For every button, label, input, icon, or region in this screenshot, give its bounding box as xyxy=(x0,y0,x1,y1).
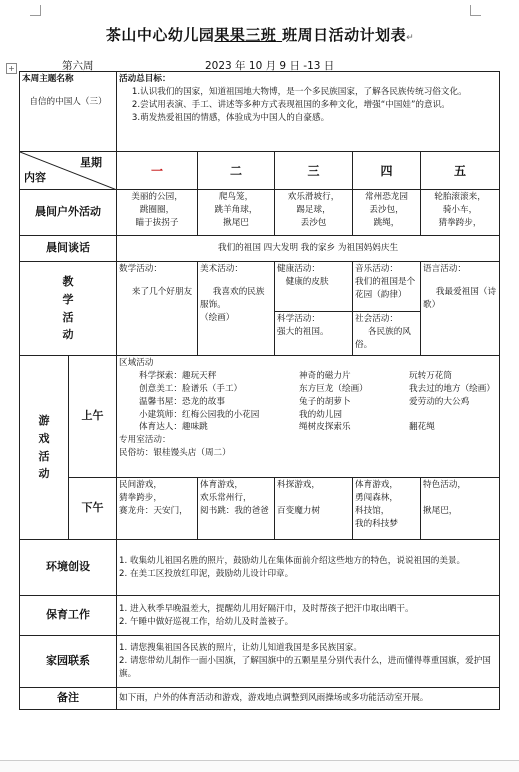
teaching-subject: 语言活动： xyxy=(423,264,466,274)
care-item: 1. 进入秋季早晚温差大，提醒幼儿用好隔汗巾，及时帮孩子把汗巾取出晒干。 xyxy=(119,603,414,614)
paragraph-mark: ↵ xyxy=(406,33,415,43)
outdoor-cell: 欢乐滑坡行， 踢足球， 丢沙包 xyxy=(275,190,353,236)
pm-cell: 特色活动， 揪尾巴， xyxy=(421,478,500,540)
outdoor-label: 晨间户外活动 xyxy=(20,190,117,236)
theme-name: 自信的中国人（三） xyxy=(29,96,107,107)
area-item: 兔子的胡萝卜 xyxy=(299,396,351,407)
goal-item: 3.萌发热爱祖国的情感，体验成为中国人的自豪感。 xyxy=(131,112,330,123)
teaching-content: 健康的皮肤 xyxy=(285,276,329,287)
environment-cell xyxy=(117,540,500,596)
area-item: 体育达人：趣味跳 xyxy=(139,422,208,433)
bottom-status-strip xyxy=(0,760,519,772)
goal-item: 1.认识我们的国家，知道祖国地大物博，是一个多民族国家，了解各民族传统习俗文化。 xyxy=(131,86,467,97)
area-item: 爱劳动的大公鸡 xyxy=(409,396,470,407)
area-item xyxy=(409,409,500,422)
home-item: 1. 请您搜集祖国各民族的照片，让幼儿知道我国是多民族国家。 xyxy=(119,643,362,654)
theme-label: 本周主题名称 xyxy=(22,74,74,84)
outdoor-row xyxy=(20,190,500,236)
day-friday: 五 xyxy=(421,152,500,190)
teaching-content: 我最爱祖国（诗歌） xyxy=(423,286,497,310)
page-title xyxy=(20,24,500,45)
environment-item: 2. 在美工区投放红印泥，鼓励幼儿设计印章。 xyxy=(119,568,294,579)
goals-cell xyxy=(117,72,500,152)
home-label: 家园联系 xyxy=(20,636,117,688)
title-plan: 班周日活动计划表 xyxy=(282,26,407,44)
area-item: 我的幼儿园 xyxy=(299,409,342,420)
outdoor-cell: 爬鸟笼， 跳羊角球， 揪尾巴 xyxy=(198,190,275,236)
area-item: 小建筑师：红梅公园我的小花园 xyxy=(139,409,260,420)
crop-mark-top-left xyxy=(30,5,41,16)
header-diagonal-cell xyxy=(20,152,117,190)
title-school: 茶山中心幼儿园 xyxy=(105,26,215,44)
remark-text: 如下雨，户外的体育活动和游戏，游戏地点调整到风雨操场或多功能活动室开展。 xyxy=(117,688,500,710)
home-cell xyxy=(117,636,500,688)
home-item: 2. 请您带幼儿制作一面小国旗，了解国旗中的五颗星星分别代表什么，进而懂得尊重国旗，爱护国旗。 xyxy=(119,656,491,679)
teaching-content: 强大的祖国。 xyxy=(277,326,329,337)
remark-label: 备注 xyxy=(20,688,117,710)
theme-row xyxy=(20,72,500,152)
teaching-cell xyxy=(421,262,500,356)
area-grid xyxy=(119,370,497,434)
day-wednesday: 三 xyxy=(275,152,353,190)
remark-row xyxy=(20,688,500,710)
care-item: 2. 午睡中做好巡视工作，给幼儿及时盖被子。 xyxy=(119,616,294,627)
game-label: 游戏活动 xyxy=(38,414,50,481)
game-am-label: 上午 xyxy=(69,356,117,478)
teaching-cell xyxy=(198,262,275,356)
teaching-content: 我们的祖国是个花园（韵律） xyxy=(355,276,416,300)
teaching-subject: 健康活动： xyxy=(277,264,320,274)
outdoor-cell: 常州恐龙园 丢沙包， 跳绳， xyxy=(353,190,421,236)
environment-label: 环境创设 xyxy=(20,540,117,596)
teaching-subject: 美术活动： xyxy=(200,264,243,274)
area-item: 温馨书屋：恐龙的故事 xyxy=(139,396,225,407)
care-cell xyxy=(117,596,500,636)
content-label: 内容 xyxy=(24,170,46,184)
area-title: 区域活动 xyxy=(119,358,154,368)
talk-label: 晨间谈话 xyxy=(20,236,117,262)
teaching-content: 来了几个好朋友 xyxy=(131,286,193,297)
pm-cell: 体育游戏， 欢乐常州行， 阅书跳：我的爸爸 xyxy=(198,478,275,540)
teaching-cell xyxy=(275,262,353,312)
special-room-activity: 民俗坊：银桂馒头店（周二） xyxy=(119,448,231,459)
week-number: 第六周 xyxy=(62,60,94,72)
game-pm-row xyxy=(20,478,500,540)
teaching-extra-cell xyxy=(353,312,421,356)
goals-label: 活动总目标： xyxy=(119,74,171,84)
talk-row xyxy=(20,236,500,262)
area-activity-cell xyxy=(117,356,500,478)
area-item: 翻花绳 xyxy=(409,422,435,433)
pm-cell: 民间游戏， 猜拳跨步， 赛龙舟：天安门， xyxy=(117,478,198,540)
area-item: 科学探索：趣玩天秤 xyxy=(139,370,217,381)
outdoor-cell: 轮胎滚滚来， 骑小车， 猜拳跨步， xyxy=(421,190,500,236)
pm-cell: 科探游戏， 百变魔力树 xyxy=(275,478,353,540)
teaching-subject: 科学活动： xyxy=(277,314,320,324)
teaching-cell xyxy=(353,262,421,312)
area-item: 创意美工：脸谱乐（手工） xyxy=(139,383,243,394)
care-row xyxy=(20,596,500,636)
game-pm-label: 下午 xyxy=(69,478,117,540)
day-tuesday: 二 xyxy=(198,152,275,190)
teaching-cell xyxy=(117,262,198,356)
date-range: 2023 年 10 月 9 日 -13 日 xyxy=(205,60,335,72)
header-row xyxy=(20,152,500,190)
teaching-content: 各民族的风俗。 xyxy=(355,326,411,350)
area-item: 绳树皮探索乐 xyxy=(299,422,351,433)
area-item: 东方巨龙（绘画） xyxy=(299,383,368,394)
area-item: 神奇的磁力片 xyxy=(299,370,351,381)
goal-item: 2.尝试用表演、手工、讲述等多种方式表现祖国的多种文化，增强“中国娃”的意识。 xyxy=(131,99,450,110)
teaching-label: 教学活动 xyxy=(62,275,74,342)
table-move-handle-icon[interactable]: + xyxy=(6,63,17,74)
teaching-subject: 音乐活动： xyxy=(355,264,398,274)
teaching-subject: 社会活动： xyxy=(355,314,398,324)
game-label-cell xyxy=(20,356,69,540)
home-row xyxy=(20,636,500,688)
theme-cell xyxy=(20,72,117,152)
teaching-label-cell xyxy=(20,262,117,356)
week-label: 星期 xyxy=(80,156,103,169)
teaching-extra-cell xyxy=(275,312,353,356)
outdoor-cell: 美丽的公园， 跳圈圈， 瞄于拔拐子 xyxy=(117,190,198,236)
weekly-plan-table xyxy=(19,71,500,710)
teaching-row-1 xyxy=(20,262,500,312)
special-room-label: 专用室活动： xyxy=(119,435,171,446)
care-label: 保育工作 xyxy=(20,596,117,636)
title-class: 果果三班 xyxy=(214,26,277,44)
talk-text: 我们的祖国 四大发明 我的家乡 为祖国妈妈庆生 xyxy=(117,236,500,262)
day-thursday: 四 xyxy=(353,152,421,190)
environment-row xyxy=(20,540,500,596)
area-item: 我去过的地方（绘画） xyxy=(409,383,495,394)
area-item: 玩转万花筒 xyxy=(409,370,452,381)
day-monday: 一 xyxy=(117,152,198,190)
crop-mark-top-right xyxy=(470,5,481,16)
pm-cell: 体育游戏， 勇闯森林， 科技馆， 我的科技梦 xyxy=(353,478,421,540)
game-am-row xyxy=(20,356,500,478)
environment-item: 1. 收集幼儿祖国名胜的照片，鼓励幼儿在集体面前介绍这些地方的特色，说说祖国的美景。 xyxy=(119,555,466,566)
teaching-content: 我喜欢的民族服饰。 （绘画） xyxy=(200,286,265,323)
teaching-subject: 数学活动： xyxy=(119,264,162,274)
